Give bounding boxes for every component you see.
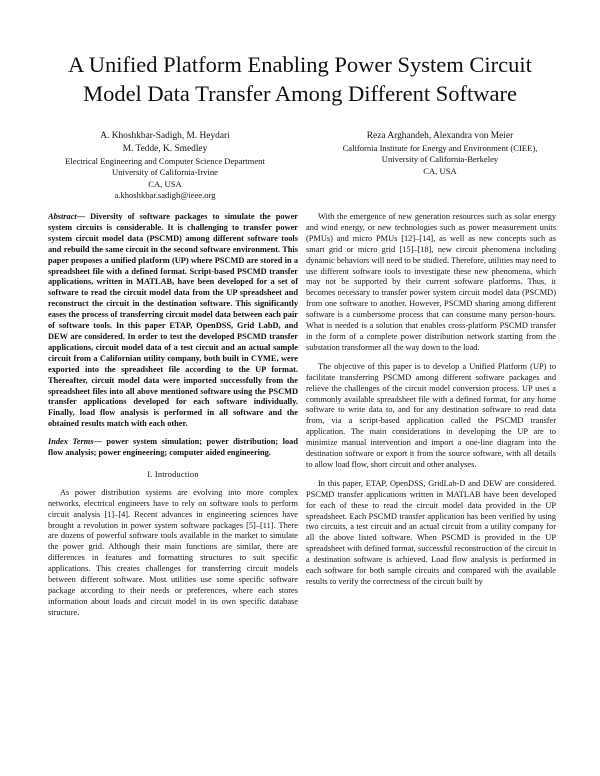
author-block-uci xyxy=(40,130,290,201)
right-column xyxy=(306,212,556,588)
index-terms-lead: Index Terms xyxy=(48,437,94,447)
author-department: California Institute for Energy and Environment (CIEE), xyxy=(342,143,538,153)
author-department: Electrical Engineering and Computer Science Department xyxy=(65,156,265,166)
body-paragraph: The objective of this paper is to develop a Unified Platform (UP) to facilitate transferring PSCMD among different software packages and relieve the challenges of the circuit model conversion process. UP uses a commonly available spreadsheet file with a defined format, for any home software to write data to, and for any destination software to read data from, via a script-based application called the PSCMD transfer application. The main considerations in developing the UP are to minimize manual intervention and import a one-line diagram into the destination software or export it from the source software, with all details to allow load flow, short circuit and other analyses. xyxy=(306,361,556,469)
author-location: CA, USA xyxy=(148,178,182,189)
body-paragraph: As power distribution systems are evolving into more complex networks, electrical engineers have to rely on software tools to perform circuit analysis [1]–[4]. Recent advances in engineering sciences have brought a revolution in power system software packages [5]–[11]. There are dozens of powerful software tools available in the market to simulate the power grid. Although their main functions are similar, there are differences in features and formatting structures to suit specific applications. This creates challenges for transferring circuit models between different software. Most utilities use some specific software package according to their needs or preferences, where each stores information about loads and circuit model in its own specific database structure. xyxy=(48,487,298,617)
author-names-line-2: M. Tedde, K. Smedley xyxy=(122,144,208,154)
author-email: a.khoshkbar.sadigh@ieee.org xyxy=(114,189,216,200)
abstract xyxy=(48,212,298,430)
paper-title: A Unified Platform Enabling Power System Circuit Model Data Transfer Among Different Software xyxy=(68,52,532,106)
abstract-text: — Diversity of software packages to simulate the power system circuits is considerable. It is challenging to transfer power system circuit model data (PSCMD) among different software tools and rebuild the same circuit in the second software environment. This paper proposes a unified platform (UP) where PSCMD are stored in a spreadsheet file with a defined format. Script-based PSCMD transfer applications, written in MATLAB, have been developed for a set of software to read the circuit model data from the UP spreadsheet and reconstruct the circuit in the destination software. This significantly eases the process of transferring circuit model data between each pair of software tools. In this paper ETAP, OpenDSS, Grid LabD, and DEW are considered. In order to test the developed PSCMD transfer applications, circuit model data of a test circuit and an actual sample circuit from a Californian utility company, both built in CYME, were exported into the spreadsheet file according to the UP format. Thereafter, circuit model data were imported successfully from the spreadsheet files into all above mentioned software using the PSCMD transfer applications developed for each software individually. Finally, load flow analysis is performed in all software and the obtained results match with each other. xyxy=(48,212,298,429)
body-paragraph: With the emergence of new generation resources such as solar energy and wind energy, or new technologies such as power measurement units (PMUs) and micro PMUs [12]–[14], as well as new concepts such as smart grid or micro grid [15]–[18], new circuit phenomena including dynamic behaviors will need to be studied. Therefore, utilities may need to use different software tools to investigate these new phenomena, which may not be supported by their current software platforms. Thus, it becomes necessary to transfer power system circuit model data (PSCMD) from one software to another. However, PSCMD sharing among different software is a cumbersome process that can consume many person-hours. What is needed is a solution that enables cross-platform PSCMD transfer in the form of a complete power distribution network starting from the substation transformer all the way down to the load. xyxy=(306,212,556,352)
left-column xyxy=(48,212,298,619)
author-block-ciee xyxy=(315,130,565,177)
author-names: Reza Arghandeh, Alexandra von Meier xyxy=(366,131,514,141)
author-names-line-1: A. Khoshkbar-Sadigh, M. Heydari xyxy=(100,131,230,141)
abstract-lead: Abstract xyxy=(48,212,77,221)
author-institution: University of California-Irvine xyxy=(112,167,218,178)
author-section xyxy=(40,130,560,210)
index-terms-text: — power system simulation; power distribution; load flow analysis; power engineering; computer aided engineering. xyxy=(48,437,298,458)
author-location: CA, USA xyxy=(423,165,457,176)
section-heading-introduction: I. Introduction xyxy=(147,469,199,479)
body-paragraph: In this paper, ETAP, OpenDSS, GridLab-D and DEW are considered. PSCMD transfer applications written in MATLAB have been developed for each of these to read the circuit model data provided in the UP spreadsheet. Each PSCMD transfer application has been verified by using two circuits, a test circuit and an actual circuit from a utility company for all the above listed software. When PSCMD is provided in the UP spreadsheet with defined format, successful reconstruction of the circuit in a destination software is achieved. Load flow analysis is performed in each software for both sample circuits and compared with the available results to verify the correctness of the circuit built by xyxy=(306,478,556,586)
author-institution: University of California-Berkeley xyxy=(381,154,499,165)
index-terms xyxy=(48,437,298,459)
